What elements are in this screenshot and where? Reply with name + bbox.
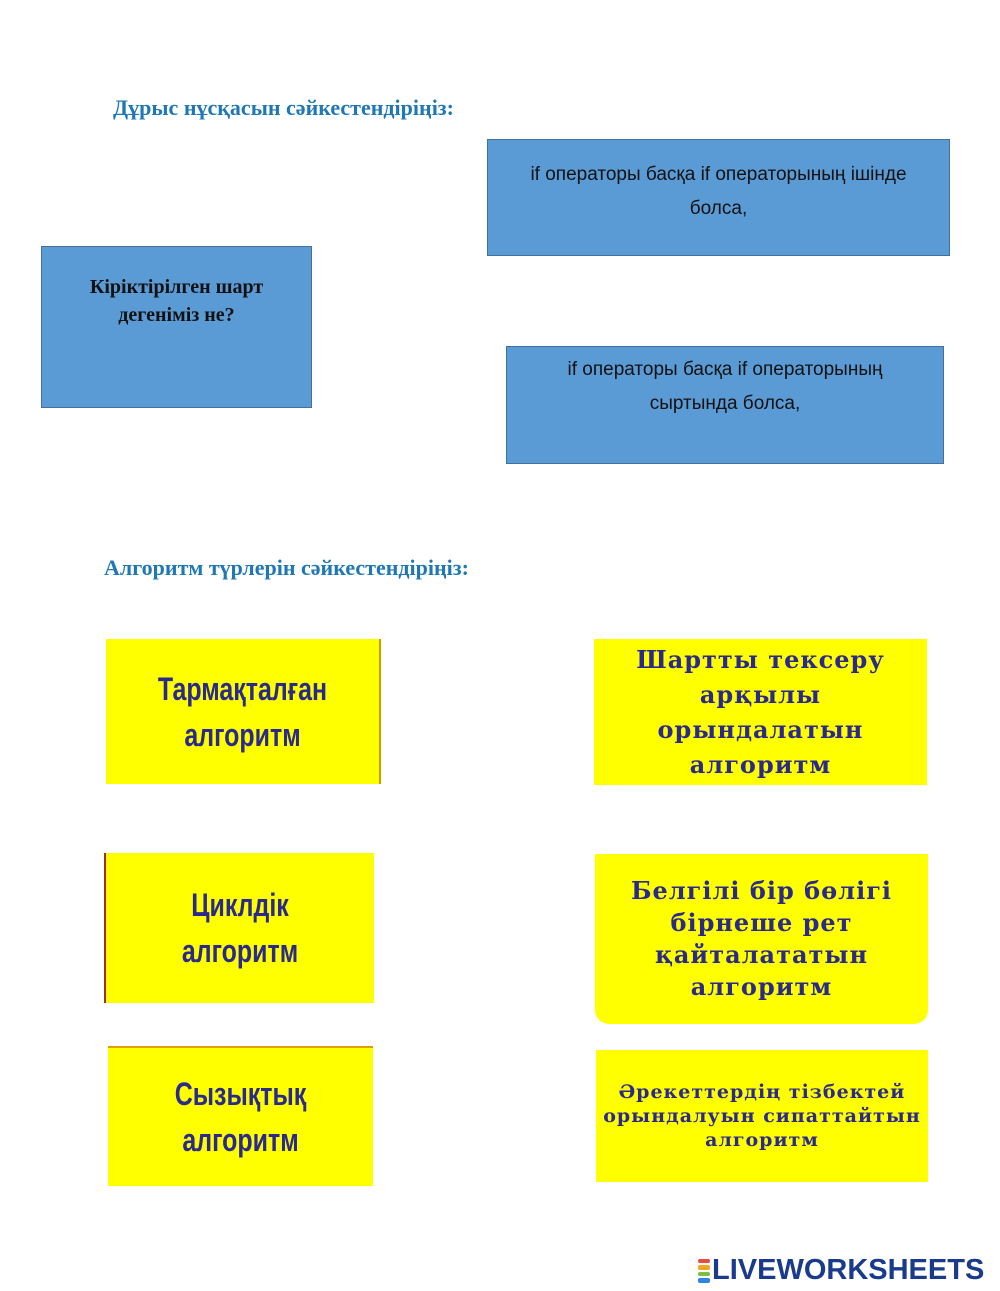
- logo-mark-icon: [698, 1258, 710, 1284]
- algorithm-type-cyclic[interactable]: [104, 853, 374, 1003]
- algorithm-description-repeat[interactable]: [595, 854, 928, 1024]
- algorithm-description-text: Әрекеттердің тізбектей орындалуын сипаттайтын алгоритм: [603, 1081, 921, 1151]
- answer-option-outside[interactable]: [506, 346, 944, 464]
- logo-text: LIVEWORKSHEETS: [712, 1254, 985, 1286]
- answer-option-text: if операторы басқа if операторының ішінде болса,: [530, 164, 907, 219]
- liveworksheets-logo: [698, 1254, 984, 1287]
- algorithm-type-label: Циклдік алгоритм: [181, 887, 299, 969]
- logo-bar: [698, 1265, 710, 1270]
- answer-option-inside[interactable]: [487, 139, 950, 256]
- algorithm-description-text: Белгілі бір бөлігі бірнеше рет қайталататын алгоритм: [630, 876, 893, 1001]
- question-box[interactable]: [41, 246, 312, 408]
- answer-option-text: if операторы басқа if операторының сыртында болса,: [567, 359, 883, 414]
- algorithm-description-condition[interactable]: [594, 639, 927, 785]
- logo-bar: [698, 1278, 710, 1283]
- algorithm-type-label: Сызықтық алгоритм: [174, 1076, 307, 1158]
- logo-bar: [698, 1272, 710, 1277]
- algorithm-description-sequence[interactable]: [596, 1050, 928, 1182]
- algorithm-type-linear[interactable]: [108, 1046, 373, 1186]
- algorithm-description-text: Шартты тексеру арқылы орындалатын алгоритм: [636, 645, 885, 779]
- logo-bar: [698, 1259, 710, 1264]
- question-text: Кіріктірілген шарт дегеніміз не?: [89, 276, 264, 326]
- algorithm-type-branching[interactable]: [106, 639, 381, 784]
- section2-heading: Алгоритм түрлерін сәйкестендіріңіз:: [104, 555, 469, 580]
- algorithm-type-label: Тармақталған алгоритм: [157, 670, 328, 753]
- section1-heading: Дұрыс нұсқасын сәйкестендіріңіз:: [113, 95, 454, 120]
